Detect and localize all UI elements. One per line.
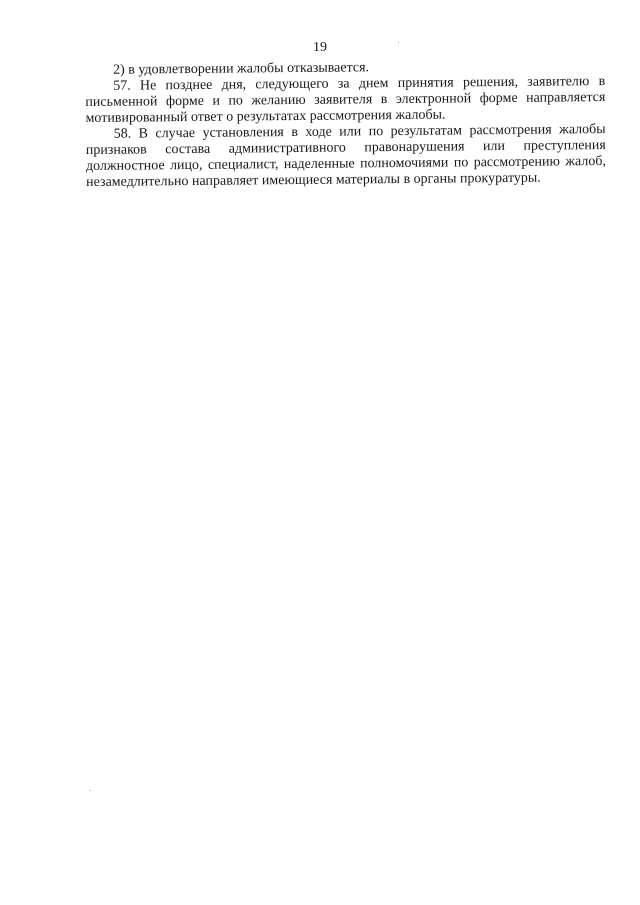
scan-speck [398,42,399,43]
paragraph-58: 58. В случае установления в ходе или по результатам рассмотрения жалобы признаков состава административного правонарушения или преступления должностное лицо, специалист, наделенные полномочиями по рассмотрению жалоб, незамедлительно направляет имеющиеся материалы в органы прокуратуры. [85,122,607,190]
scan-speck [90,790,91,791]
paragraph-57: 57. Не позднее дня, следующего за днем принятия решения, заявителю в письменной форме и по желанию заявителя в электронной форме направляется мотивированный ответ о результатах рассмотрения жалобы. [85,74,606,126]
page-number: 19 [313,40,327,55]
document-body [85,58,606,191]
paragraph-item-2: 2) в удовлетворении жалобы отказывается. [112,60,370,78]
